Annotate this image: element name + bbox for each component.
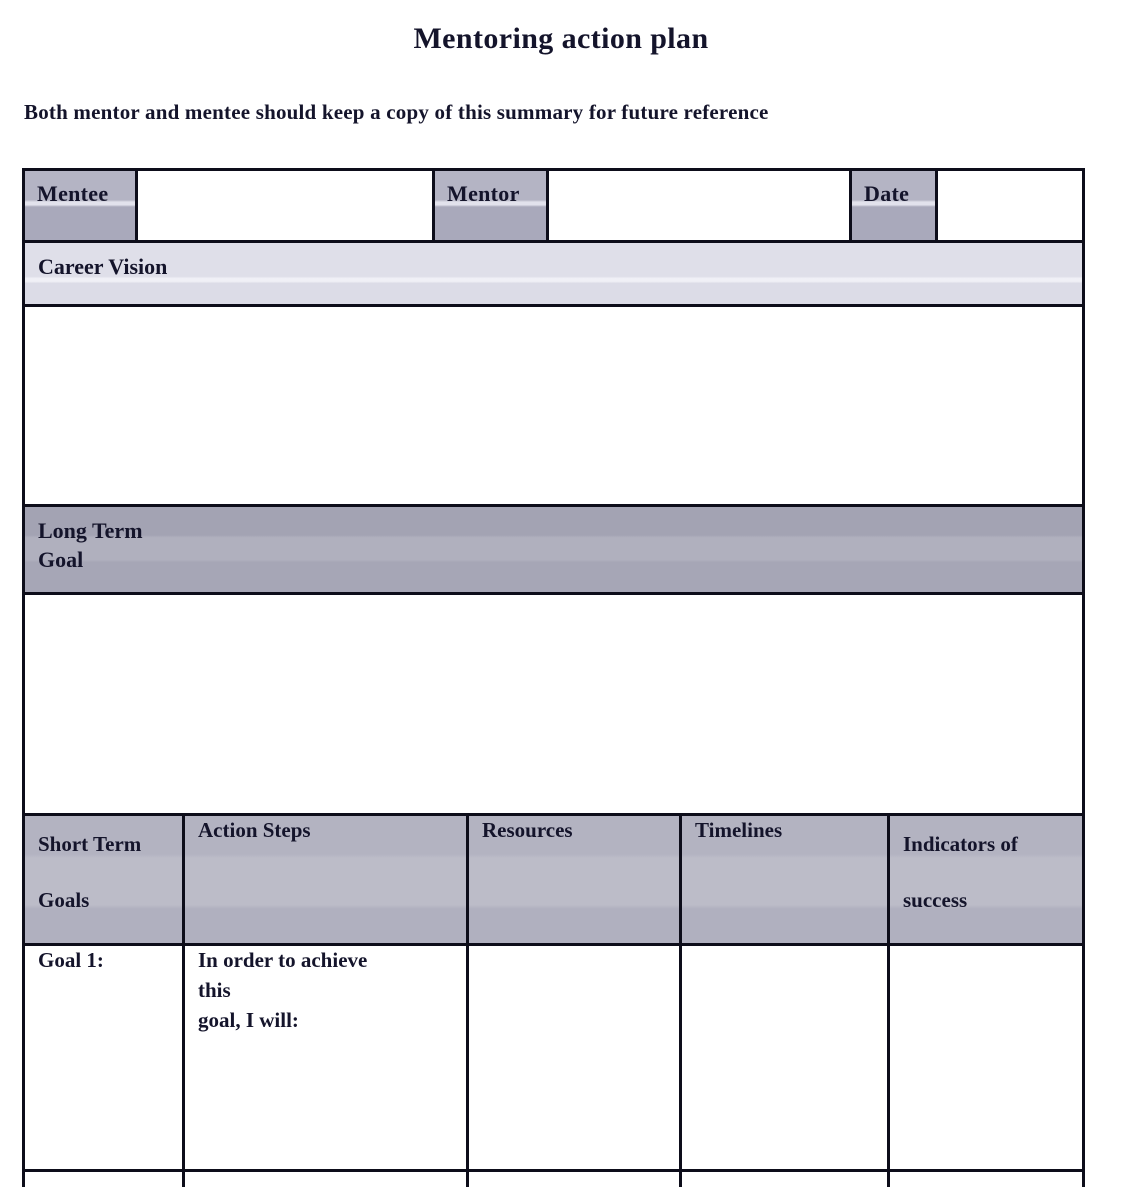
column-header-timelines <box>682 816 890 943</box>
short-term-goals-header-line2: Goals <box>38 887 90 912</box>
date-input[interactable] <box>938 171 1082 240</box>
goal-1-action-steps-line3: goal, I will: <box>198 1007 299 1032</box>
header-spacer <box>38 860 182 886</box>
next-row-timelines-cell[interactable] <box>682 1172 890 1187</box>
timelines-header-text: Timelines <box>695 818 783 842</box>
indicators-header-text <box>903 816 1082 916</box>
goal-1-label: Goal 1: <box>25 946 185 1169</box>
long-term-goal-heading-text <box>38 517 143 574</box>
next-row-resources-cell[interactable] <box>469 1172 682 1187</box>
column-header-action-steps <box>185 816 469 943</box>
mentor-input[interactable] <box>549 171 852 240</box>
career-vision-heading: Career Vision <box>25 240 1082 304</box>
page-title: Mentoring action plan <box>413 22 709 55</box>
next-row-action-steps-cell[interactable] <box>185 1172 469 1187</box>
indicators-header-line2: success <box>903 887 968 912</box>
long-term-goal-heading-line2: Goal <box>38 546 84 572</box>
column-header-indicators-of-success <box>890 816 1082 943</box>
resources-header-text: Resources <box>482 818 573 842</box>
next-row-goal-cell[interactable] <box>25 1172 185 1187</box>
mentoring-action-plan-table <box>22 168 1085 1187</box>
goal-1-action-steps-line2: this <box>198 977 231 1002</box>
short-term-goals-header-text <box>38 816 182 916</box>
goal-1-action-steps-input[interactable] <box>185 946 469 1169</box>
goal-1-action-steps-line1: In order to achieve <box>198 948 368 972</box>
table-row <box>25 943 1082 1169</box>
column-header-short-term-goals <box>25 816 185 943</box>
long-term-goal-heading <box>25 504 1082 592</box>
career-vision-input[interactable] <box>25 304 1082 504</box>
goal-1-timelines-input[interactable] <box>682 946 890 1169</box>
goals-table-header-row <box>25 813 1082 943</box>
goal-1-indicators-input[interactable] <box>890 946 1082 1169</box>
header-spacer <box>903 860 1082 886</box>
action-steps-header-text: Action Steps <box>198 818 311 842</box>
table-row-next-partial <box>25 1169 1082 1187</box>
long-term-goal-heading-line1: Long Term <box>38 518 143 543</box>
column-header-resources <box>469 816 682 943</box>
next-row-indicators-cell[interactable] <box>890 1172 1082 1187</box>
mentee-label: Mentee <box>25 171 138 240</box>
goal-1-resources-input[interactable] <box>469 946 682 1169</box>
date-label: Date <box>852 171 938 240</box>
page-subtitle: Both mentor and mentee should keep a copy of this summary for future reference <box>24 100 769 124</box>
identity-row <box>25 168 1082 240</box>
indicators-header-line1: Indicators of <box>903 832 1018 856</box>
mentee-input[interactable] <box>138 171 435 240</box>
mentor-label: Mentor <box>435 171 549 240</box>
short-term-goals-header-line1: Short Term <box>38 832 142 856</box>
